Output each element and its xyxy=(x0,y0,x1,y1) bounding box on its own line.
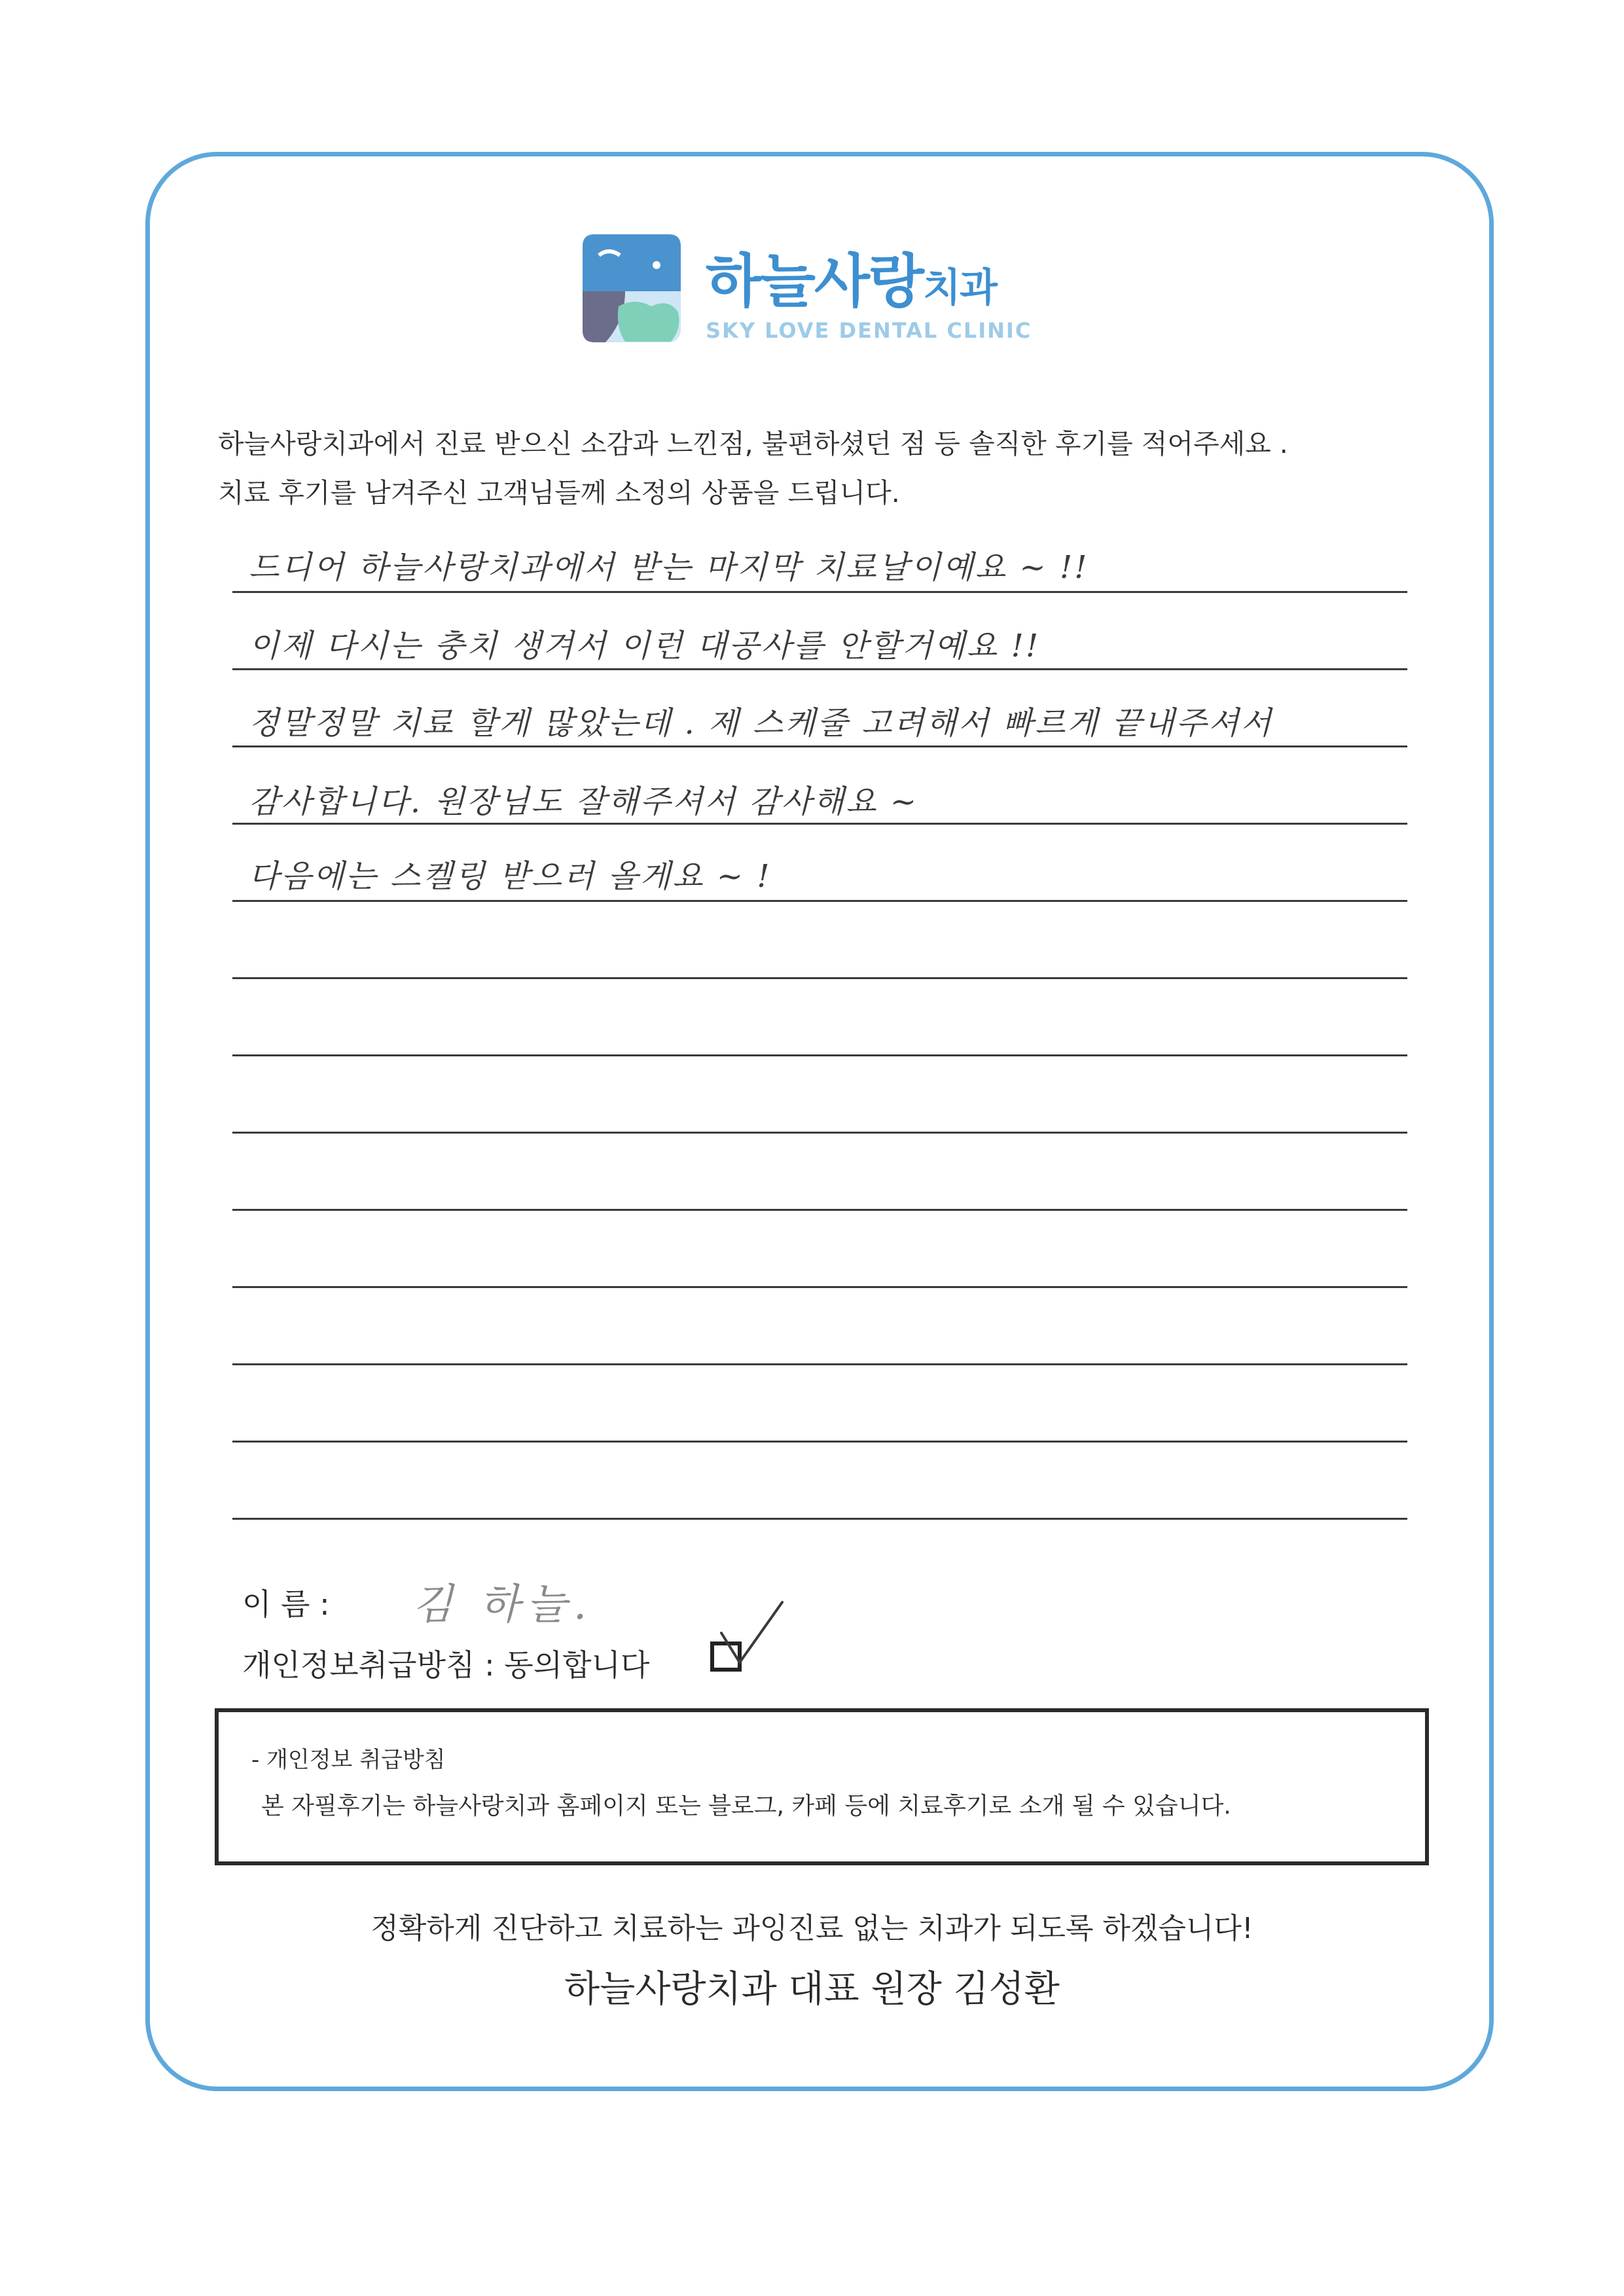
writing-line xyxy=(232,1518,1407,1520)
writing-line xyxy=(232,1209,1407,1211)
clinic-name-english: SKY LOVE DENTAL CLINIC xyxy=(706,318,1032,343)
policy-text: 본 자필후기는 하늘사랑치과 홈페이지 또는 블로그, 카페 등에 치료후기로 소개 될 수 있습니다. xyxy=(261,1793,1231,1820)
consent-label: 개인정보취급방침 : 동의합니다 xyxy=(242,1647,650,1683)
writing-line xyxy=(232,1363,1407,1365)
writing-line xyxy=(232,900,1407,902)
review-text-line: 드디어 하늘사랑치과에서 받는 마지막 치료날이예요 ~ !! xyxy=(249,549,1089,586)
review-text-line: 다음에는 스켈링 받으러 올게요 ~ ! xyxy=(249,858,772,895)
writing-line xyxy=(232,745,1407,747)
writing-line xyxy=(232,1441,1407,1443)
writing-line xyxy=(232,668,1407,670)
writing-line xyxy=(232,823,1407,825)
writing-line xyxy=(232,1286,1407,1288)
name-value[interactable]: 김 하늘. xyxy=(412,1581,594,1629)
review-text-line: 감사합니다. 원장님도 잘해주셔서 감사해요 ~ xyxy=(249,783,919,820)
director-signoff: 하늘사랑치과 대표 원장 김성환 xyxy=(564,1968,1060,2011)
writing-line xyxy=(232,1132,1407,1134)
name-label: 이 름 : xyxy=(242,1587,330,1622)
check-mark-icon xyxy=(713,1597,785,1676)
writing-line xyxy=(232,591,1407,593)
clinic-motto: 정확하게 진단하고 치료하는 과잉진료 없는 치과가 되도록 하겠습니다! xyxy=(370,1912,1254,1945)
clinic-name-korean: 하늘사랑치과 xyxy=(706,247,996,315)
writing-line xyxy=(232,977,1407,979)
intro-line-2: 치료 후기를 남겨주신 고객님들께 소정의 상품을 드립니다. xyxy=(218,477,900,509)
intro-line-1: 하늘사랑치과에서 진료 받으신 소감과 느낀점, 불편하셨던 점 등 솔직한 후기를 적어주세요 . xyxy=(218,428,1288,459)
privacy-policy-box xyxy=(215,1708,1429,1865)
policy-title: - 개인정보 취급방침 xyxy=(251,1747,446,1773)
tooth-sky-logo-icon xyxy=(579,229,684,347)
writing-line xyxy=(232,1054,1407,1056)
review-text-line: 이제 다시는 충치 생겨서 이런 대공사를 안할거예요 !! xyxy=(249,628,1041,664)
clinic-logo xyxy=(579,229,1051,353)
review-text-line: 정말정말 치료 할게 많았는데 . 제 스케줄 고려해서 빠르게 끝내주셔서 xyxy=(249,705,1273,742)
